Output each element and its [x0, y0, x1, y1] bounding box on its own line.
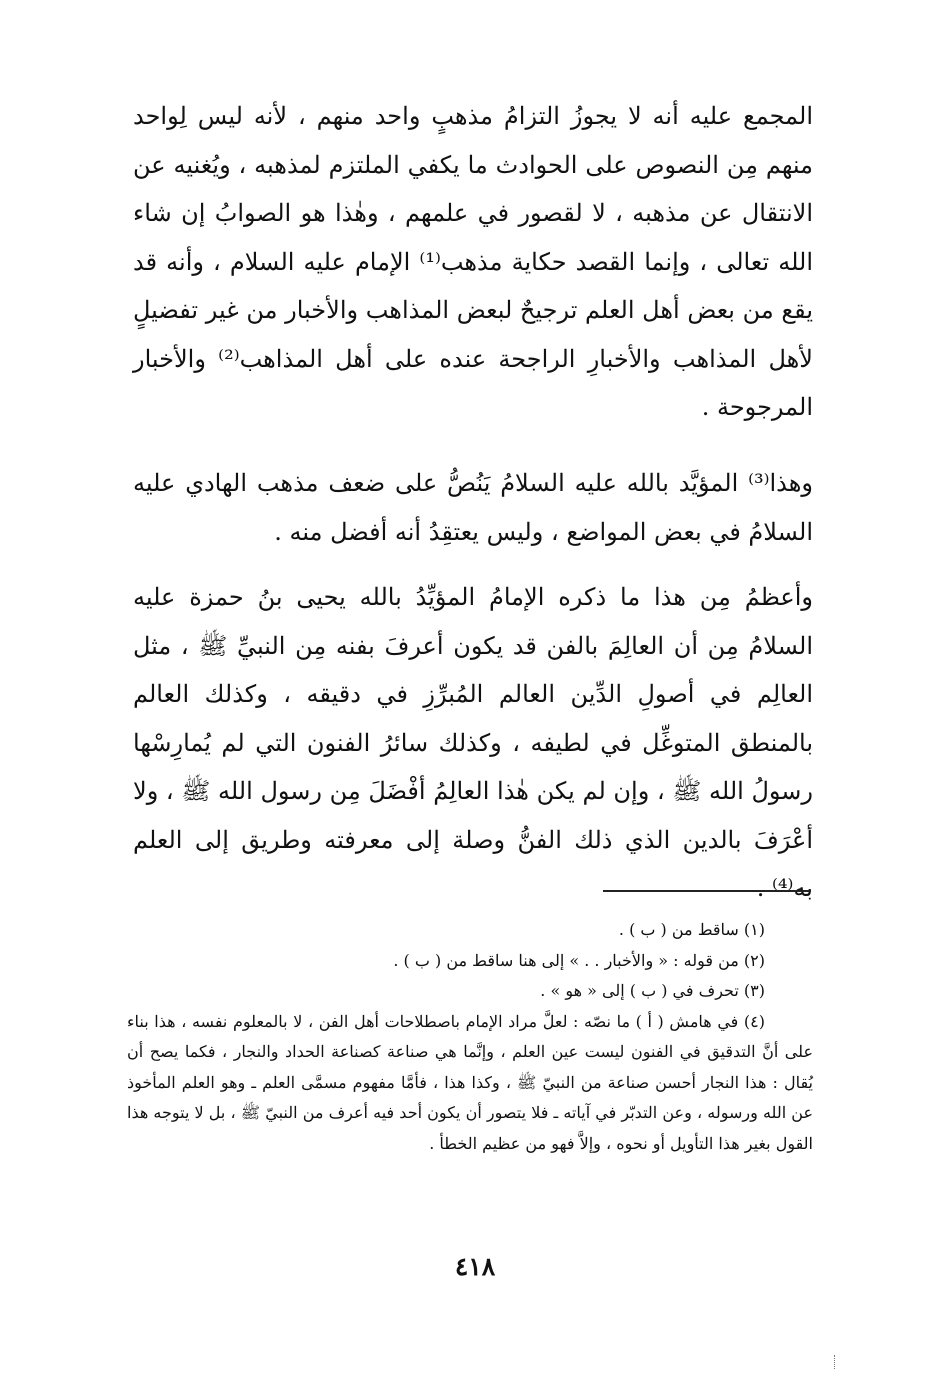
footnote-1: (١) ساقط من ( ب ) .	[618, 920, 765, 939]
main-text-paragraph-1	[133, 92, 813, 432]
footnote-2: (٢) من قوله : « والأخبار . . » إلى هنا ساقط من ( ب ) .	[393, 950, 765, 970]
page-number: ٤١٨	[454, 1252, 496, 1281]
paragraph-text: المجمع عليه أنه لا يجوزُ التزامُ مذهبٍ واحد منهم ، لأنه ليس لِواحد منهم مِن النصوص على الحوادث ما يكفي الملتزم لمذهبه ، ويُغنيه عن الانتقال عن مذهبه ، لا لقصور في علمهم ، وهٰذا هو الصوابُ إن شاء الله تعالى ، وإنما القصد حكاية مذهب⁽¹⁾ الإمام عليه السلام ، وأنه قد يقع من بعض أهل العلم ترجيحٌ لبعض المذاهب والأخبار من غير تفضيلٍ لأهل المذاهب والأخبارِ الراجحة عنده على أهل المذاهب⁽²⁾ والأخبار المرجوحة .	[133, 102, 814, 421]
main-text-paragraph-2	[133, 459, 813, 556]
paragraph-text: وهذا⁽³⁾ المؤيَّد بالله عليه السلامُ يَنُصُّ على ضعف مذهب الهادي عليه السلامُ في بعض المواضع ، وليس يعتقِدُ أنه أفضل منه .	[133, 469, 813, 546]
footnotes-section	[127, 915, 813, 1159]
footnote-4: (٤) في هامش ( أ ) ما نصّه : لعلَّ مراد الإمام باصطلاحات أهل الفن ، لا بالمعلوم نفسه ، هذا بناء على أنَّ التدقيق في الفنون ليست عين العلم ، وإنَّما هي صناعة كصناعة الحداد والنجار ، فكما يصح أن يُقال : هذا النجار أحسن صناعة من النبيّ ﷺ ، وكذا هذا ، فأمَّا مفهوم مسمَّى العلم ـ وهو العلم المأخوذ عن الله ورسوله ، وعن التدبّر في آياته ـ فلا يتصور أن يكون أحد فيه أعرف من النبيّ ﷺ ، بل لا يتوجه هذا القول بغير هذا التأويل أو نحوه ، وإلاَّ فهو من عظيم الخطأ .	[127, 1011, 813, 1153]
footnote-separator	[603, 890, 811, 892]
main-text-paragraph-3	[133, 573, 813, 913]
paragraph-text: وأعظمُ مِن هذا ما ذكره الإمامُ المؤيِّدُ بالله يحيى بنُ حمزة عليه السلامُ مِن أن العالِمَ بالفن قد يكون أعرفَ بفنه مِن النبيِّ ﷺ ، مثل العالِم في أصولِ الدِّين العالم المُبرِّزِ في دقيقه ، وكذلك العالم بالمنطق المتوغِّل في لطيفه ، وكذلك سائرُ الفنون التي لم يُمارِسْها رسولُ الله ﷺ ، وإن لم يكن هٰذا العالِمُ أفْضَلَ مِن رسول الله ﷺ ، ولا أعْرَفَ بالدين الذي ذلك الفنُّ وصلة إلى معرفته وطريق إلى العلم به⁽⁴⁾ .	[133, 583, 814, 902]
scan-artifact-mark	[834, 1355, 835, 1369]
footnote-3: (٣) تحرف في ( ب ) إلى « هو » .	[540, 981, 765, 1000]
